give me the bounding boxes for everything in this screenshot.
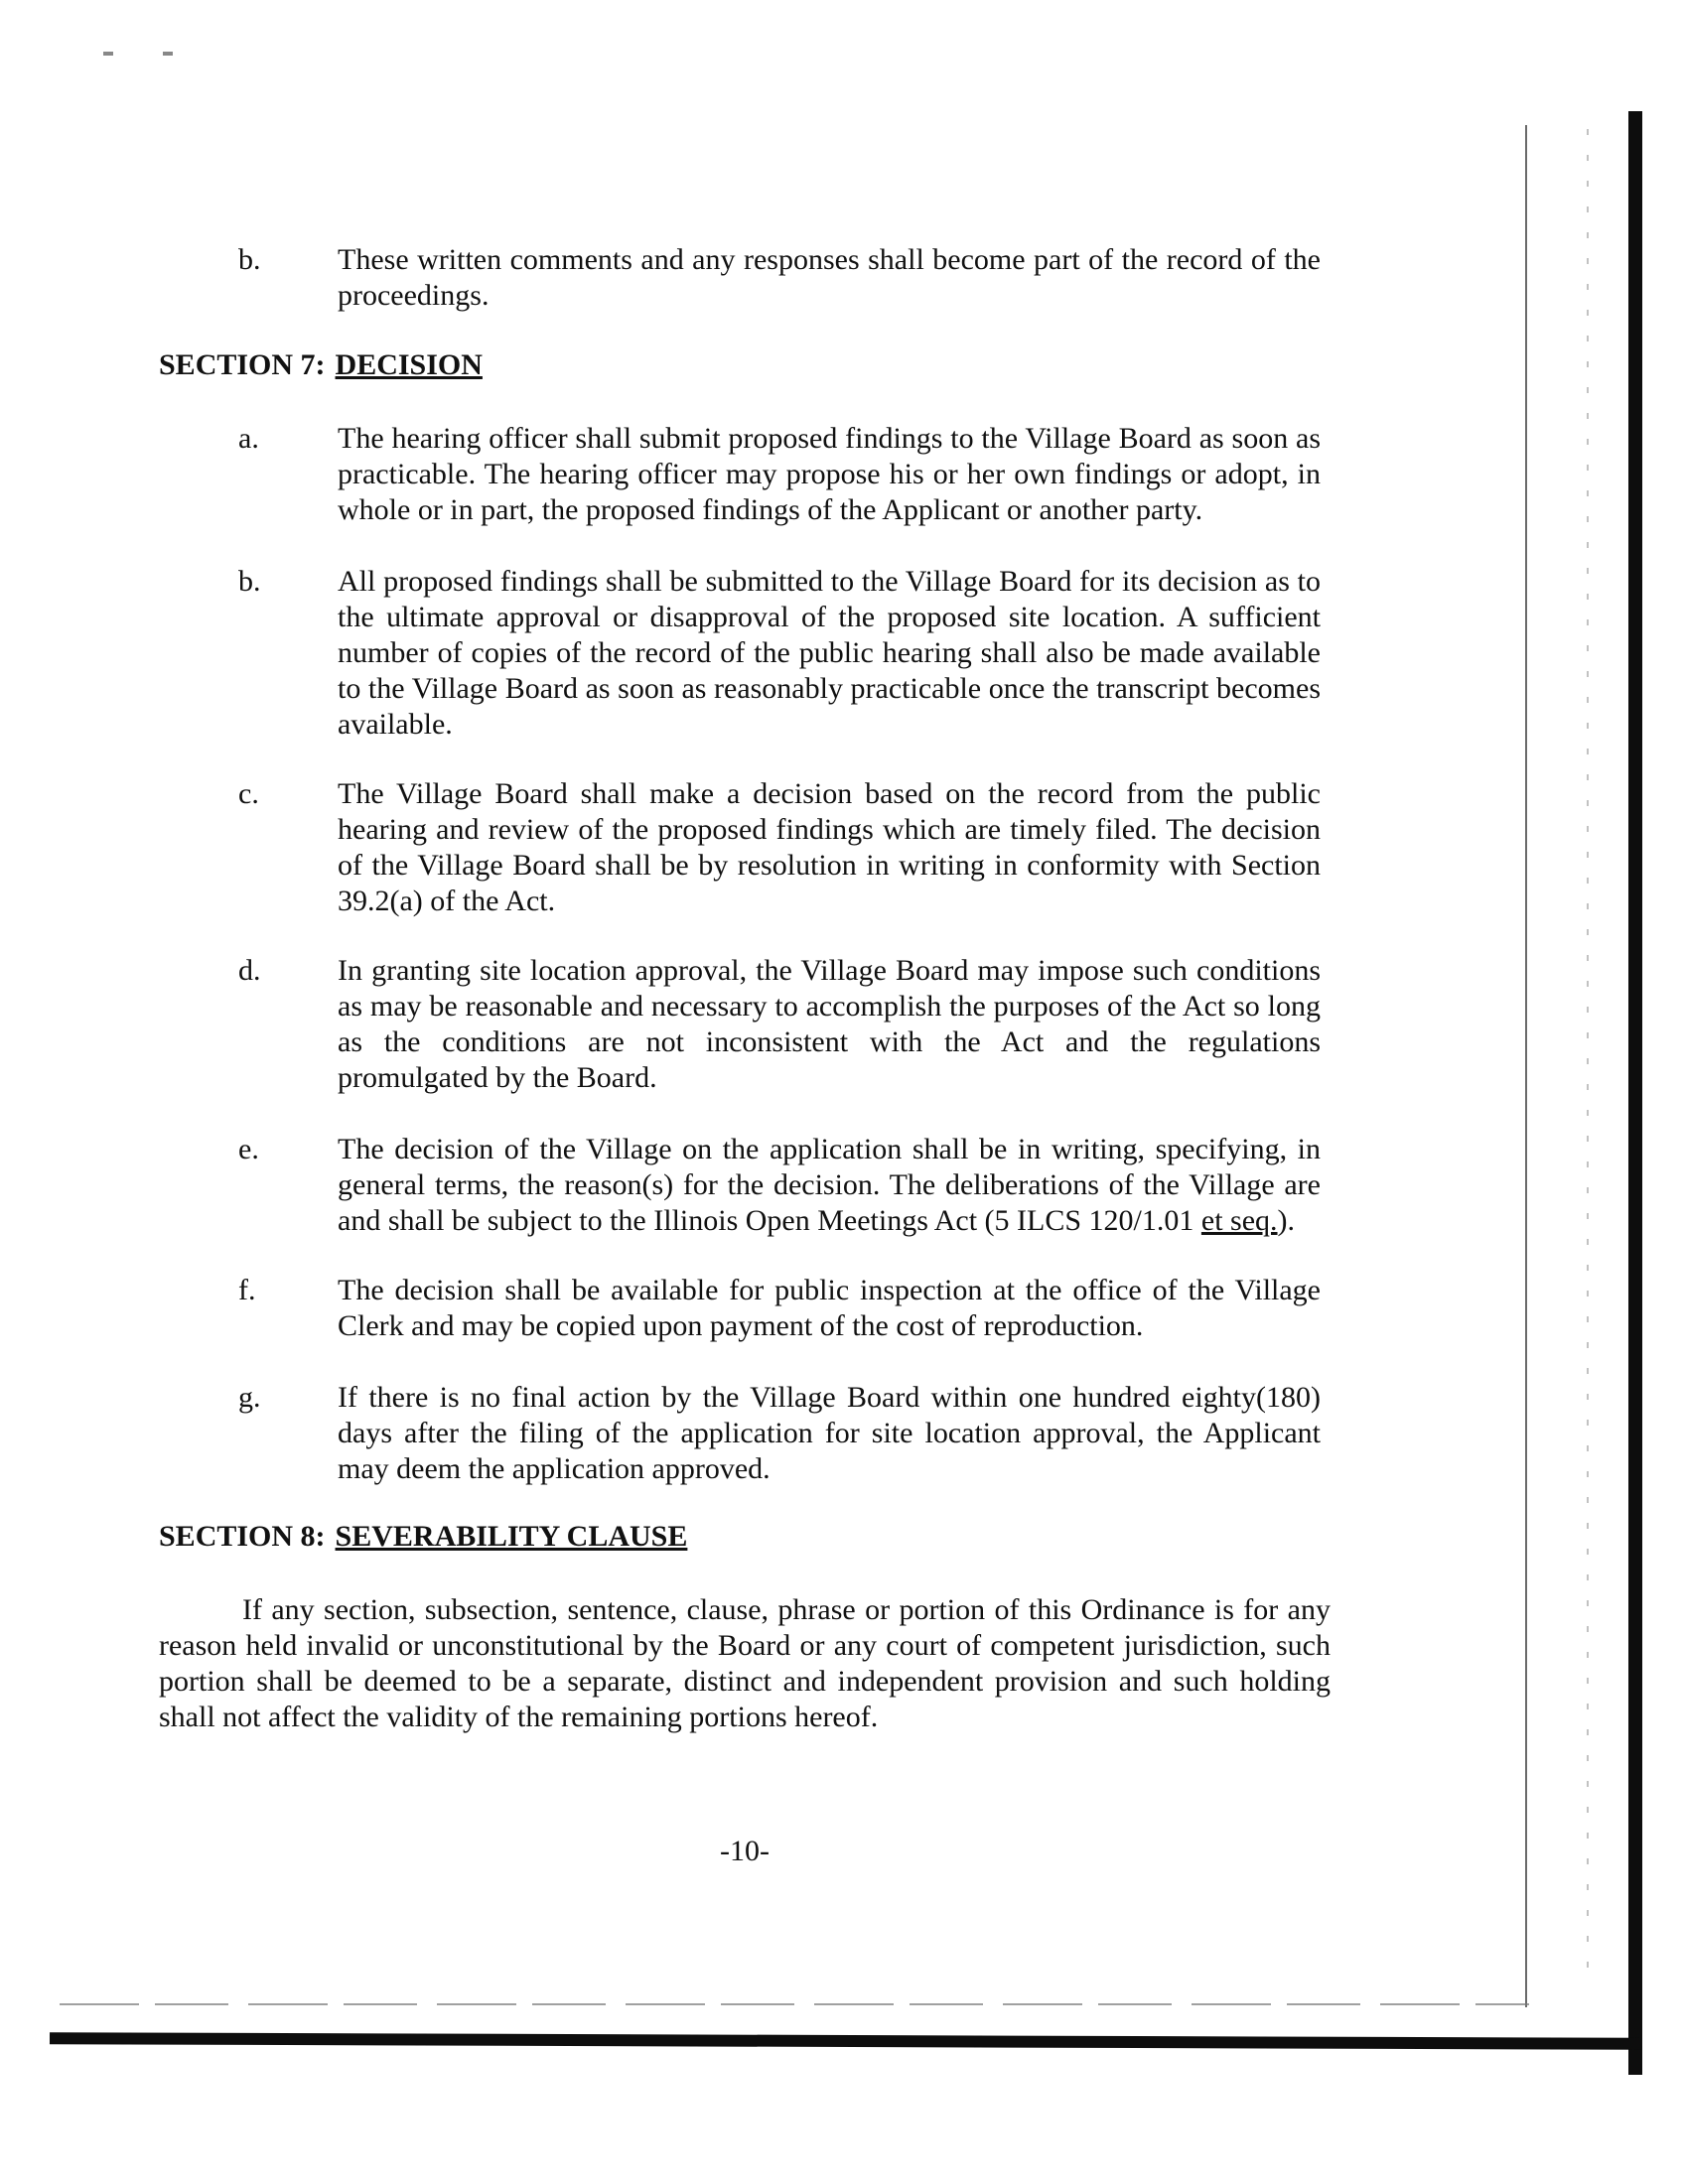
item-marker: b.: [238, 243, 261, 276]
item-text: In granting site location approval, the Village Board may impose such conditions as may be reasonable and necessary to accomplish the purposes of the Act so long as the conditions are not inconsistent with the Act and the regulations promulgated by the Board.: [338, 954, 1321, 1094]
item-text: If there is no final action by the Village Board within one hundred eighty(180) days after the filing of the application for site location approval, the Applicant may deem the application approved.: [338, 1381, 1321, 1485]
item-text-part: The decision of the Village on the application shall be in writing, specifying, in general terms, the reason(s) for the decision. The deliberations of the Village are and shall be subject to the Illinois Open Meetings Act (5 ILCS 120/1.01: [338, 1133, 1321, 1237]
item-text: The Village Board shall make a decision based on the record from the public hearing and review of the proposed findings which are timely filed. The decision of the Village Board shall be by resolution in writing in conformity with Section 39.2(a) of the Act.: [338, 777, 1321, 917]
section-label: SECTION 8:: [159, 1520, 326, 1553]
scan-artifact-top: [103, 52, 212, 56]
item-marker: c.: [238, 777, 259, 810]
item-marker: a.: [238, 422, 259, 455]
item-text-part: ).: [1277, 1204, 1296, 1237]
item-marker: g.: [238, 1381, 261, 1414]
item-text: The decision shall be available for public inspection at the office of the Village Clerk and may be copied upon payment of the cost of reproduction.: [338, 1274, 1321, 1342]
item-text: The hearing officer shall submit proposed findings to the Village Board as soon as practicable. The hearing officer may propose his or her own findings or adopt, in whole or in part, the proposed findings of the Applicant or another party.: [338, 422, 1321, 526]
item-text: These written comments and any responses shall become part of the record of the proceedings.: [338, 243, 1321, 312]
item-text: [338, 1132, 1321, 1239]
section-heading: [159, 1519, 687, 1555]
item-marker: d.: [238, 954, 261, 987]
section-title: SEVERABILITY CLAUSE: [335, 1520, 688, 1553]
et-seq-underlined: et seq.: [1200, 1204, 1278, 1237]
severability-paragraph: If any section, subsection, sentence, clause, phrase or portion of this Ordinance is for any reason held invalid or unconstitutional by the Board or any court of competent jurisdiction, such portion shall be deemed to be a separate, distinct and independent provision and such holding shall not affect the validity of the remaining portions hereof.: [159, 1593, 1331, 1733]
page-number: -10-: [720, 1835, 770, 1867]
scan-edge-bar-bottom: [50, 2032, 1642, 2050]
section-heading: [159, 347, 483, 383]
scan-edge-dots: [1587, 129, 1589, 1985]
scan-edge-bar-right: [1628, 111, 1642, 2075]
item-marker: f.: [238, 1274, 256, 1306]
item-marker: b.: [238, 565, 261, 598]
section-title: DECISION: [335, 348, 483, 381]
scan-edge-line: [1525, 125, 1527, 2007]
section-label: SECTION 7:: [159, 348, 326, 381]
scan-edge-line-bottom: [60, 2003, 1529, 2005]
item-text: All proposed findings shall be submitted to the Village Board for its decision as to the ultimate approval or disapproval of the proposed site location. A sufficient number of copies of the record of the public hearing shall also be made available to the Village Board as soon as reasonably practicable once the transcript becomes available.: [338, 565, 1321, 741]
item-marker: e.: [238, 1133, 259, 1165]
